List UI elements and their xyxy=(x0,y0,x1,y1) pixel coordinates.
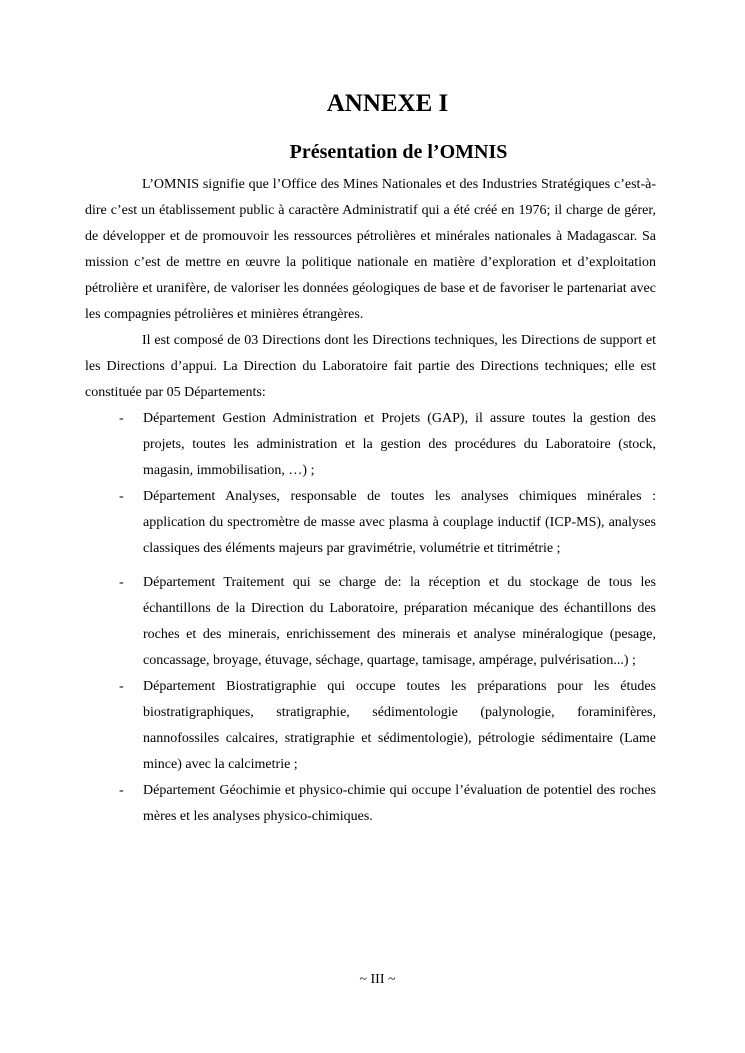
body-text xyxy=(85,172,656,830)
department-analyses: Département Analyses, responsable de toutes les analyses chimiques minérales : application du spectromètre de masse avec plasma à couplage inductif (ICP-MS), analyses classiques des éléments majeurs par gravimétrie, volumétrie et titrimétrie ; xyxy=(143,489,656,556)
intro-paragraph: L’OMNIS signifie que l’Office des Mines Nationales et des Industries Stratégiques c’est-à-dire c’est un établissement public à caractère Administratif qui a été créé en 1976; il charge de gérer, de développer et de promouvoir les ressources pétrolières et minérales nationales à Madagascar. Sa mission c’est de mettre en œuvre la politique nationale en matière d’exploration et d’exploitation pétrolière et uranifère, de valoriser les données géologiques de base et de favoriser le partenariat avec les compagnies pétrolières et minières étrangères. xyxy=(85,177,656,322)
department-list xyxy=(85,406,656,830)
list-item xyxy=(85,570,656,674)
page-title: ANNEXE I xyxy=(326,90,449,117)
department-geochimie: Département Géochimie et physico-chimie qui occupe l’évaluation de potentiel des roches mères et les analyses physico-chimiques. xyxy=(143,783,656,824)
page-number: ~ III ~ xyxy=(359,972,396,987)
section-heading: Présentation de l’OMNIS xyxy=(289,141,508,163)
list-bullet: - xyxy=(119,489,124,504)
list-bullet: - xyxy=(119,575,124,590)
directions-paragraph: Il est composé de 03 Directions dont les Directions techniques, les Directions de support et les Directions d’appui. La Direction du Laboratoire fait partie des Directions techniques; elle est constituée par 05 Départements: xyxy=(85,333,656,400)
list-bullet: - xyxy=(119,411,124,426)
department-traitement: Département Traitement qui se charge de: la réception et du stockage de tous les échantillons de la Direction du Laboratoire, préparation mécanique des échantillons des roches et des minerais, enrichissement des minerais et analyse minéralogique (pesage, concassage, broyage, étuvage, séchage, quartage, tamisage, ampérage, pulvérisation...) ; xyxy=(143,575,656,668)
list-bullet: - xyxy=(119,783,124,798)
list-bullet: - xyxy=(119,679,124,694)
list-item xyxy=(85,484,656,562)
department-biostratigraphie: Département Biostratigraphie qui occupe toutes les préparations pour les études biostratigraphiques, stratigraphie, sédimentologie (palynologie, foraminifères, nannofossiles calcaires, stratigraphie et sédimentologie), pétrologie sédimentaire (Lame mince) avec la calcimetrie ; xyxy=(143,679,656,772)
department-gap: Département Gestion Administration et Projets (GAP), il assure toutes la gestion des projets, toutes les administration et la gestion des procédures du Laboratoire (stock, magasin, immobilisation, …) ; xyxy=(143,411,656,478)
list-item xyxy=(85,406,656,484)
list-item xyxy=(85,778,656,830)
list-item xyxy=(85,674,656,778)
